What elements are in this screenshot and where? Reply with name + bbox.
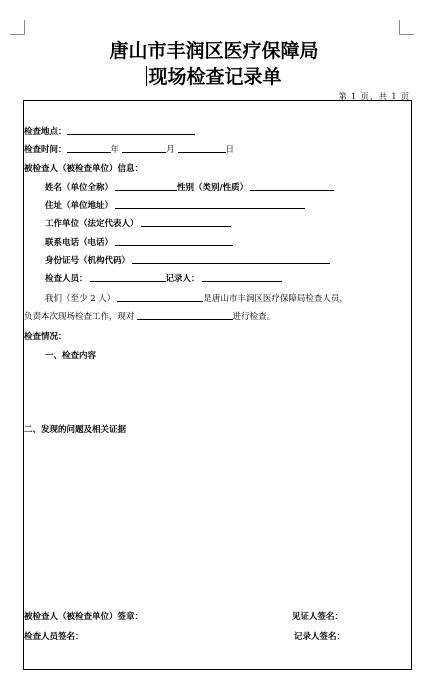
day-blank[interactable] — [178, 143, 226, 153]
name-blank[interactable] — [115, 181, 177, 191]
phone-label: 联系电话（电话） — [45, 238, 114, 248]
page-corner-mark-top-right — [399, 20, 414, 35]
address-row — [45, 199, 305, 211]
inspected-info-row — [24, 162, 143, 174]
document-title-line2 — [0, 62, 428, 89]
document-title-line1: 唐山市丰润区医疗保障局 — [109, 40, 319, 62]
month-blank[interactable] — [122, 143, 166, 153]
statement2-end: 进行检查。 — [232, 312, 276, 322]
inspector-label: 检查人员： — [45, 274, 88, 284]
gender-blank[interactable] — [250, 181, 334, 191]
id-label: 身份证号（机构代码） — [45, 256, 131, 266]
id-blank[interactable] — [132, 254, 330, 264]
location-blank[interactable] — [67, 125, 195, 135]
statement-end: 是唐山市丰润区医疗保障局检查人员， — [203, 294, 348, 304]
address-label: 住址（单位地址） — [45, 201, 114, 211]
gender-label: 性别（类别/性质） — [177, 183, 249, 193]
sign-inspected-label: 被检查人（被检查单位）签章： — [24, 612, 144, 622]
recorder-blank[interactable] — [202, 272, 282, 282]
statement-start: 我们（至少 2 人） — [45, 294, 116, 304]
signature-witness — [292, 610, 343, 622]
statement-line1 — [45, 292, 348, 304]
name-row — [45, 181, 334, 193]
page-corner-mark-top-left — [10, 20, 25, 35]
sign-recorder-label: 记录人签名： — [294, 632, 346, 642]
location-label: 检查地点： — [24, 127, 67, 137]
inspector-blank[interactable] — [90, 272, 166, 282]
work-row — [45, 217, 231, 229]
inspected-info-label: 被检查人（被检查单位）信息： — [24, 164, 144, 174]
situation-label: 检查情况： — [24, 332, 67, 342]
section2-heading: 二、发现的问题及相关证据 — [24, 425, 127, 435]
phone-row — [45, 236, 233, 248]
signature-recorder — [294, 630, 345, 642]
statement2-start: 负责本次现场检查工作，现对 — [24, 312, 135, 322]
section1-heading: 一、检查内容 — [45, 351, 97, 361]
month-label: 月 — [166, 145, 175, 155]
section-problems-evidence — [24, 423, 126, 435]
id-row — [45, 254, 330, 266]
target-blank[interactable] — [137, 310, 233, 320]
time-row — [24, 143, 234, 155]
document-title-line2-text: 现场检查记录单 — [148, 66, 282, 88]
name-label: 姓名（单位全称） — [45, 183, 114, 193]
sign-witness-label: 见证人签名： — [292, 612, 344, 622]
year-blank[interactable] — [67, 143, 111, 153]
sign-inspector-label: 检查人员签名： — [24, 632, 84, 642]
signature-row2 — [24, 630, 84, 642]
day-label: 日 — [225, 145, 235, 155]
inspectors-blank[interactable] — [117, 292, 203, 302]
page-info: 第 1 页，共 1 页 — [338, 92, 410, 101]
inspector-row — [45, 272, 282, 284]
section-inspection-content — [45, 349, 96, 361]
statement-line2 — [24, 310, 275, 322]
work-label: 工作单位（法定代表人） — [45, 219, 139, 229]
year-label: 年 — [110, 145, 120, 155]
signature-row1 — [24, 610, 143, 622]
situation-row — [24, 330, 67, 342]
recorder-label: 记录人： — [165, 274, 200, 284]
phone-blank[interactable] — [115, 236, 233, 246]
address-blank[interactable] — [115, 199, 305, 209]
time-label: 检查时间： — [24, 145, 67, 155]
work-blank[interactable] — [141, 217, 231, 227]
location-row — [24, 125, 195, 137]
